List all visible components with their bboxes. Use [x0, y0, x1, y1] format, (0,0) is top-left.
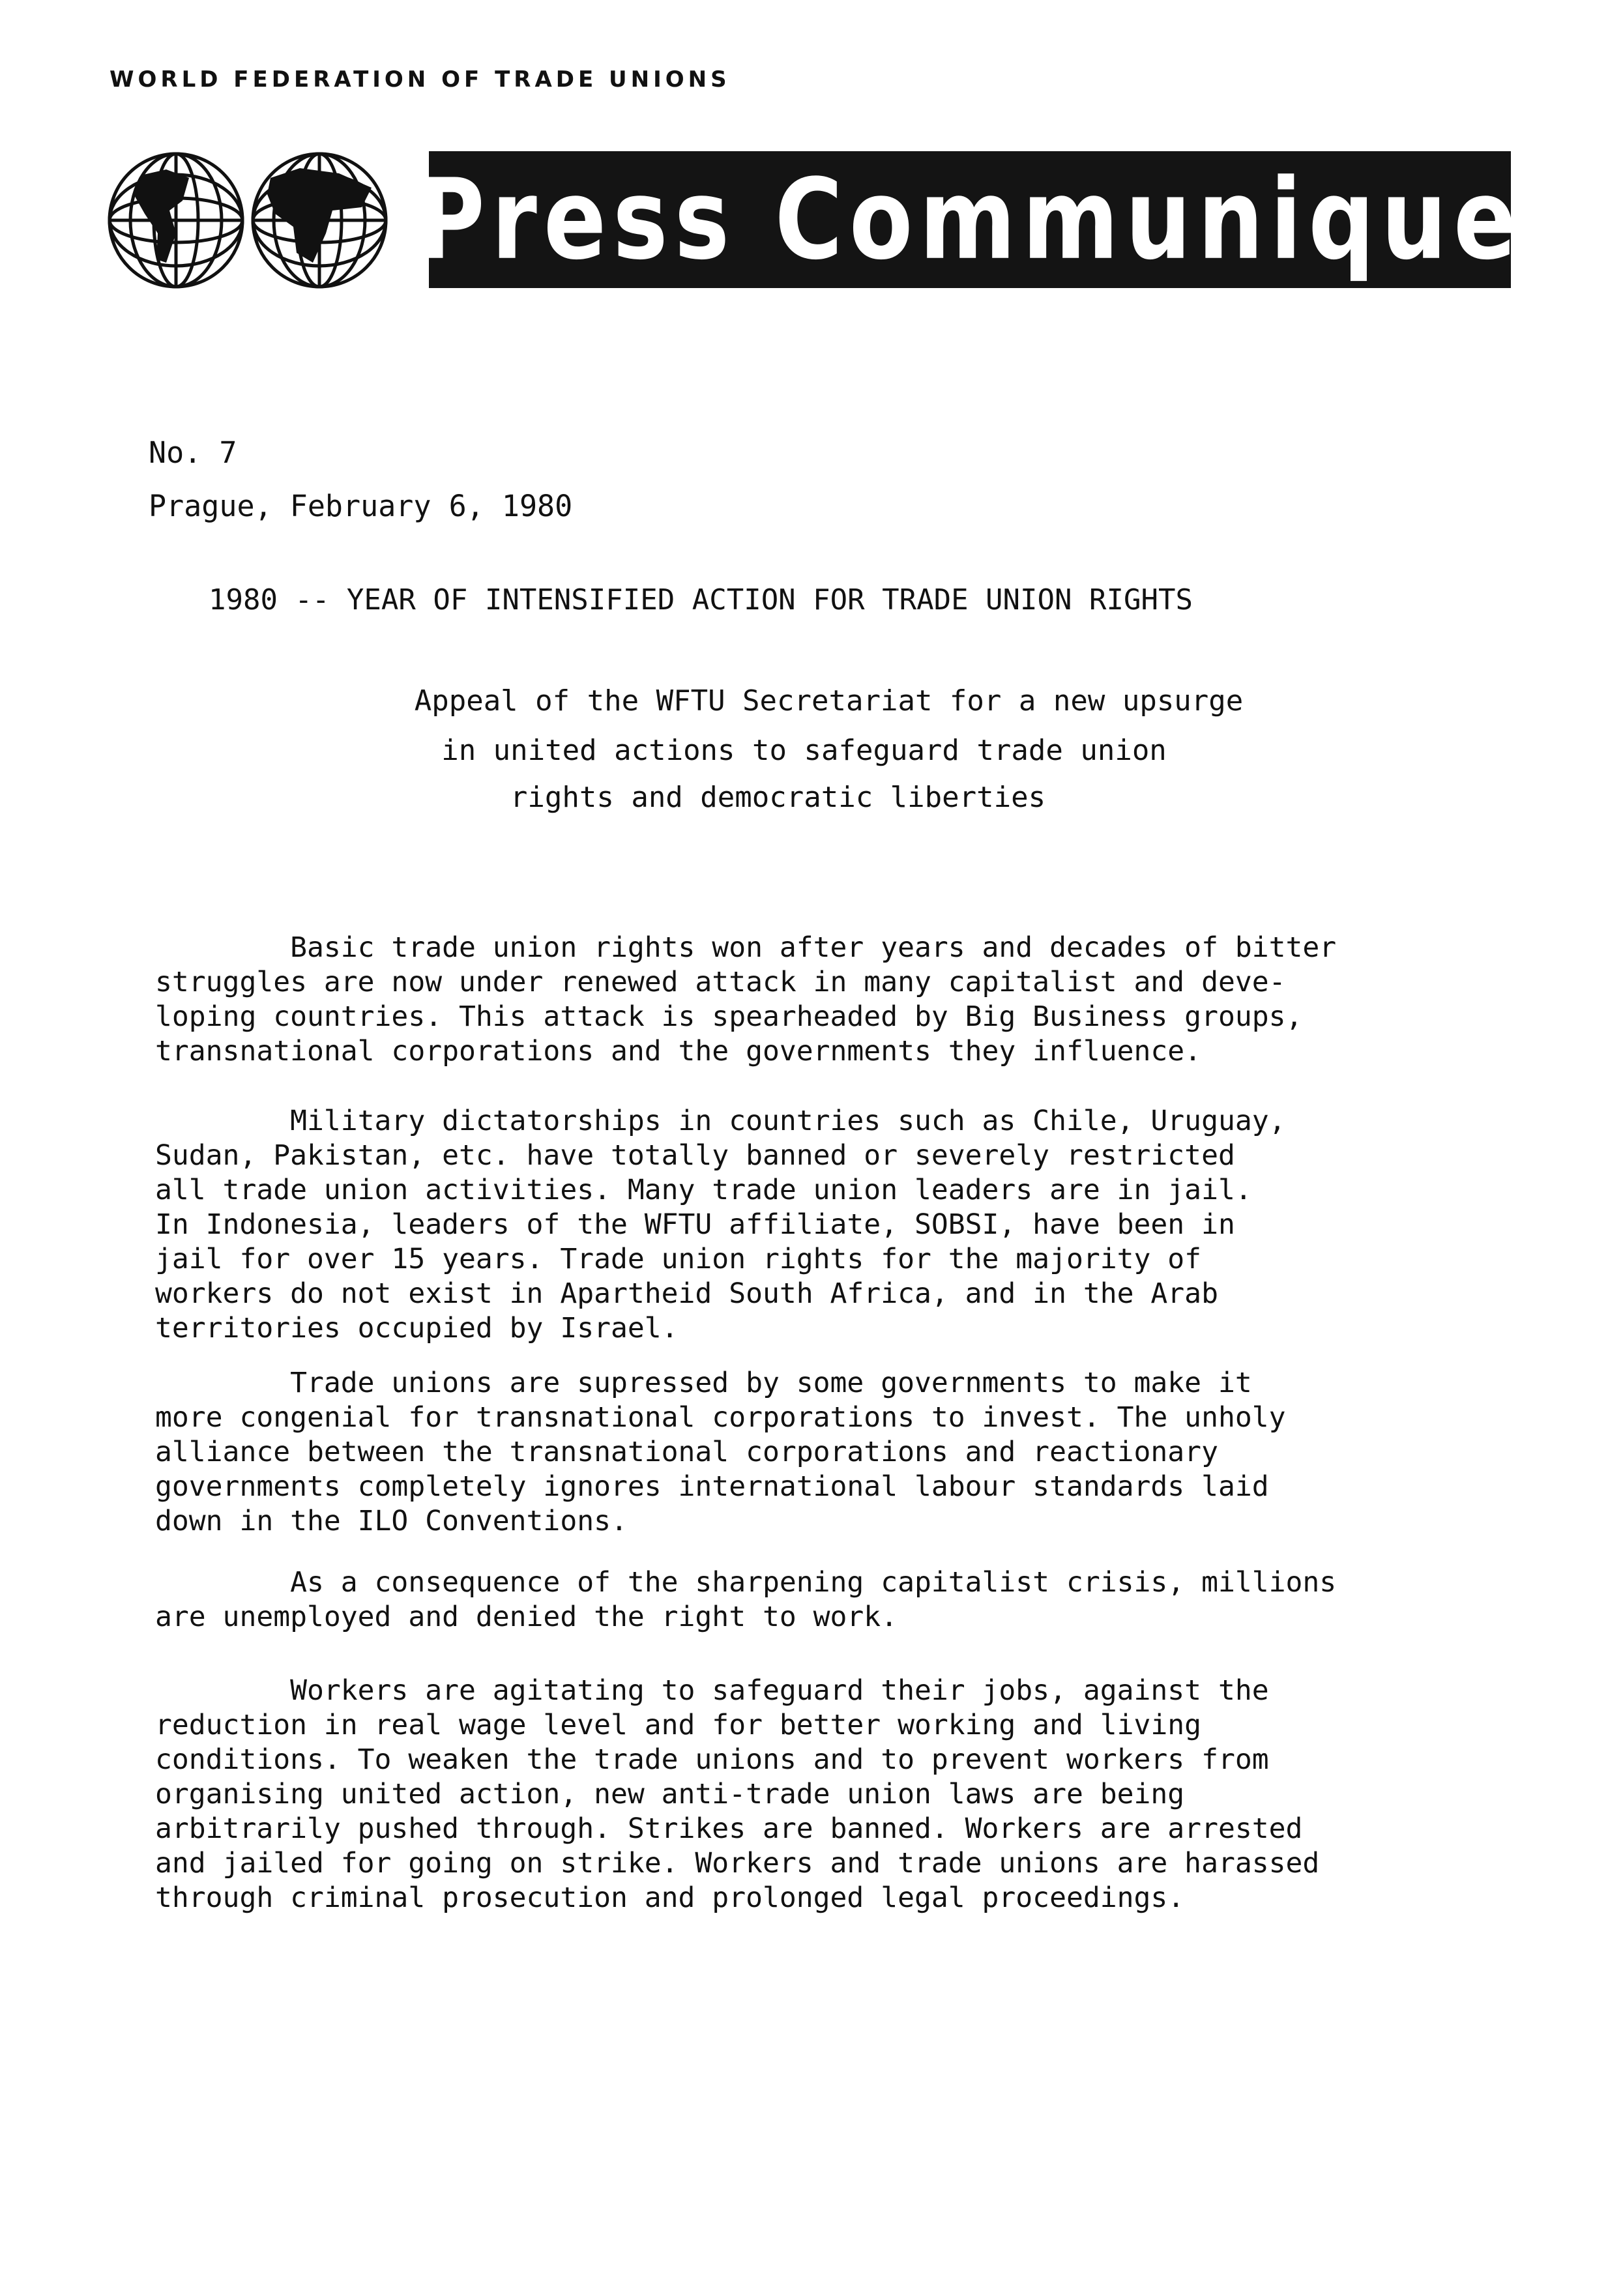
- paragraph-4: As a consequence of the sharpening capitalist crisis, millions are unemployed and denied the right to work.: [155, 1566, 1337, 1633]
- paragraph-5: Workers are agitating to safeguard their jobs, against the reduction in real wage level and for better working and living conditions. To weaken the trade unions and to prevent workers from organising united action, new anti-trade union laws are being arbitrarily pushed through. Strikes are banned. Workers are arrested and jailed for going on strike. Workers and trade unions are harassed through criminal prosecution and prolonged legal proceedings.: [155, 1674, 1320, 1914]
- twin-globe-logo: [104, 149, 391, 292]
- place-date: Prague, February 6, 1980: [149, 489, 573, 523]
- paragraph-3: Trade unions are supressed by some governments to make it more congenial for transnational corporations to invest. The unholy alliance between the transnational corporations and reactionary governments completely ignores international labour standards laid down in the ILO Conventions.: [155, 1367, 1286, 1537]
- headline: 1980 -- YEAR OF INTENSIFIED ACTION FOR TRADE UNION RIGHTS: [209, 583, 1193, 617]
- communique-number: No. 7: [149, 435, 237, 470]
- subheading-line-2: in united actions to safeguard trade union: [441, 734, 1167, 767]
- press-communique-banner: [417, 151, 1523, 288]
- paragraph-1: Basic trade union rights won after years and decades of bitter struggles are now under renewed attack in many capitalist and deve- loping countries. This attack is spearheaded by Big Business groups, transnational corporations and the governments they influence.: [155, 931, 1337, 1068]
- banner-title: Press Communique: [417, 155, 1523, 284]
- subheading-line-1: Appeal of the WFTU Secretariat for a new upsurge: [414, 684, 1244, 718]
- paragraph-2: Military dictatorships in countries such as Chile, Uruguay, Sudan, Pakistan, etc. have totally banned or severely restricted all trade union activities. Many trade union leaders are in jail. In Indonesia, leaders of the WFTU affiliate, SOBSI, have been in jail for over 15 years. Trade union rights for the majority of workers do not exist in Apartheid South Africa, and in the Arab territories occupied by Israel.: [155, 1105, 1286, 1344]
- organization-name: WORLD FEDERATION OF TRADE UNIONS: [110, 66, 731, 93]
- subheading-line-3: rights and democratic liberties: [510, 781, 1046, 814]
